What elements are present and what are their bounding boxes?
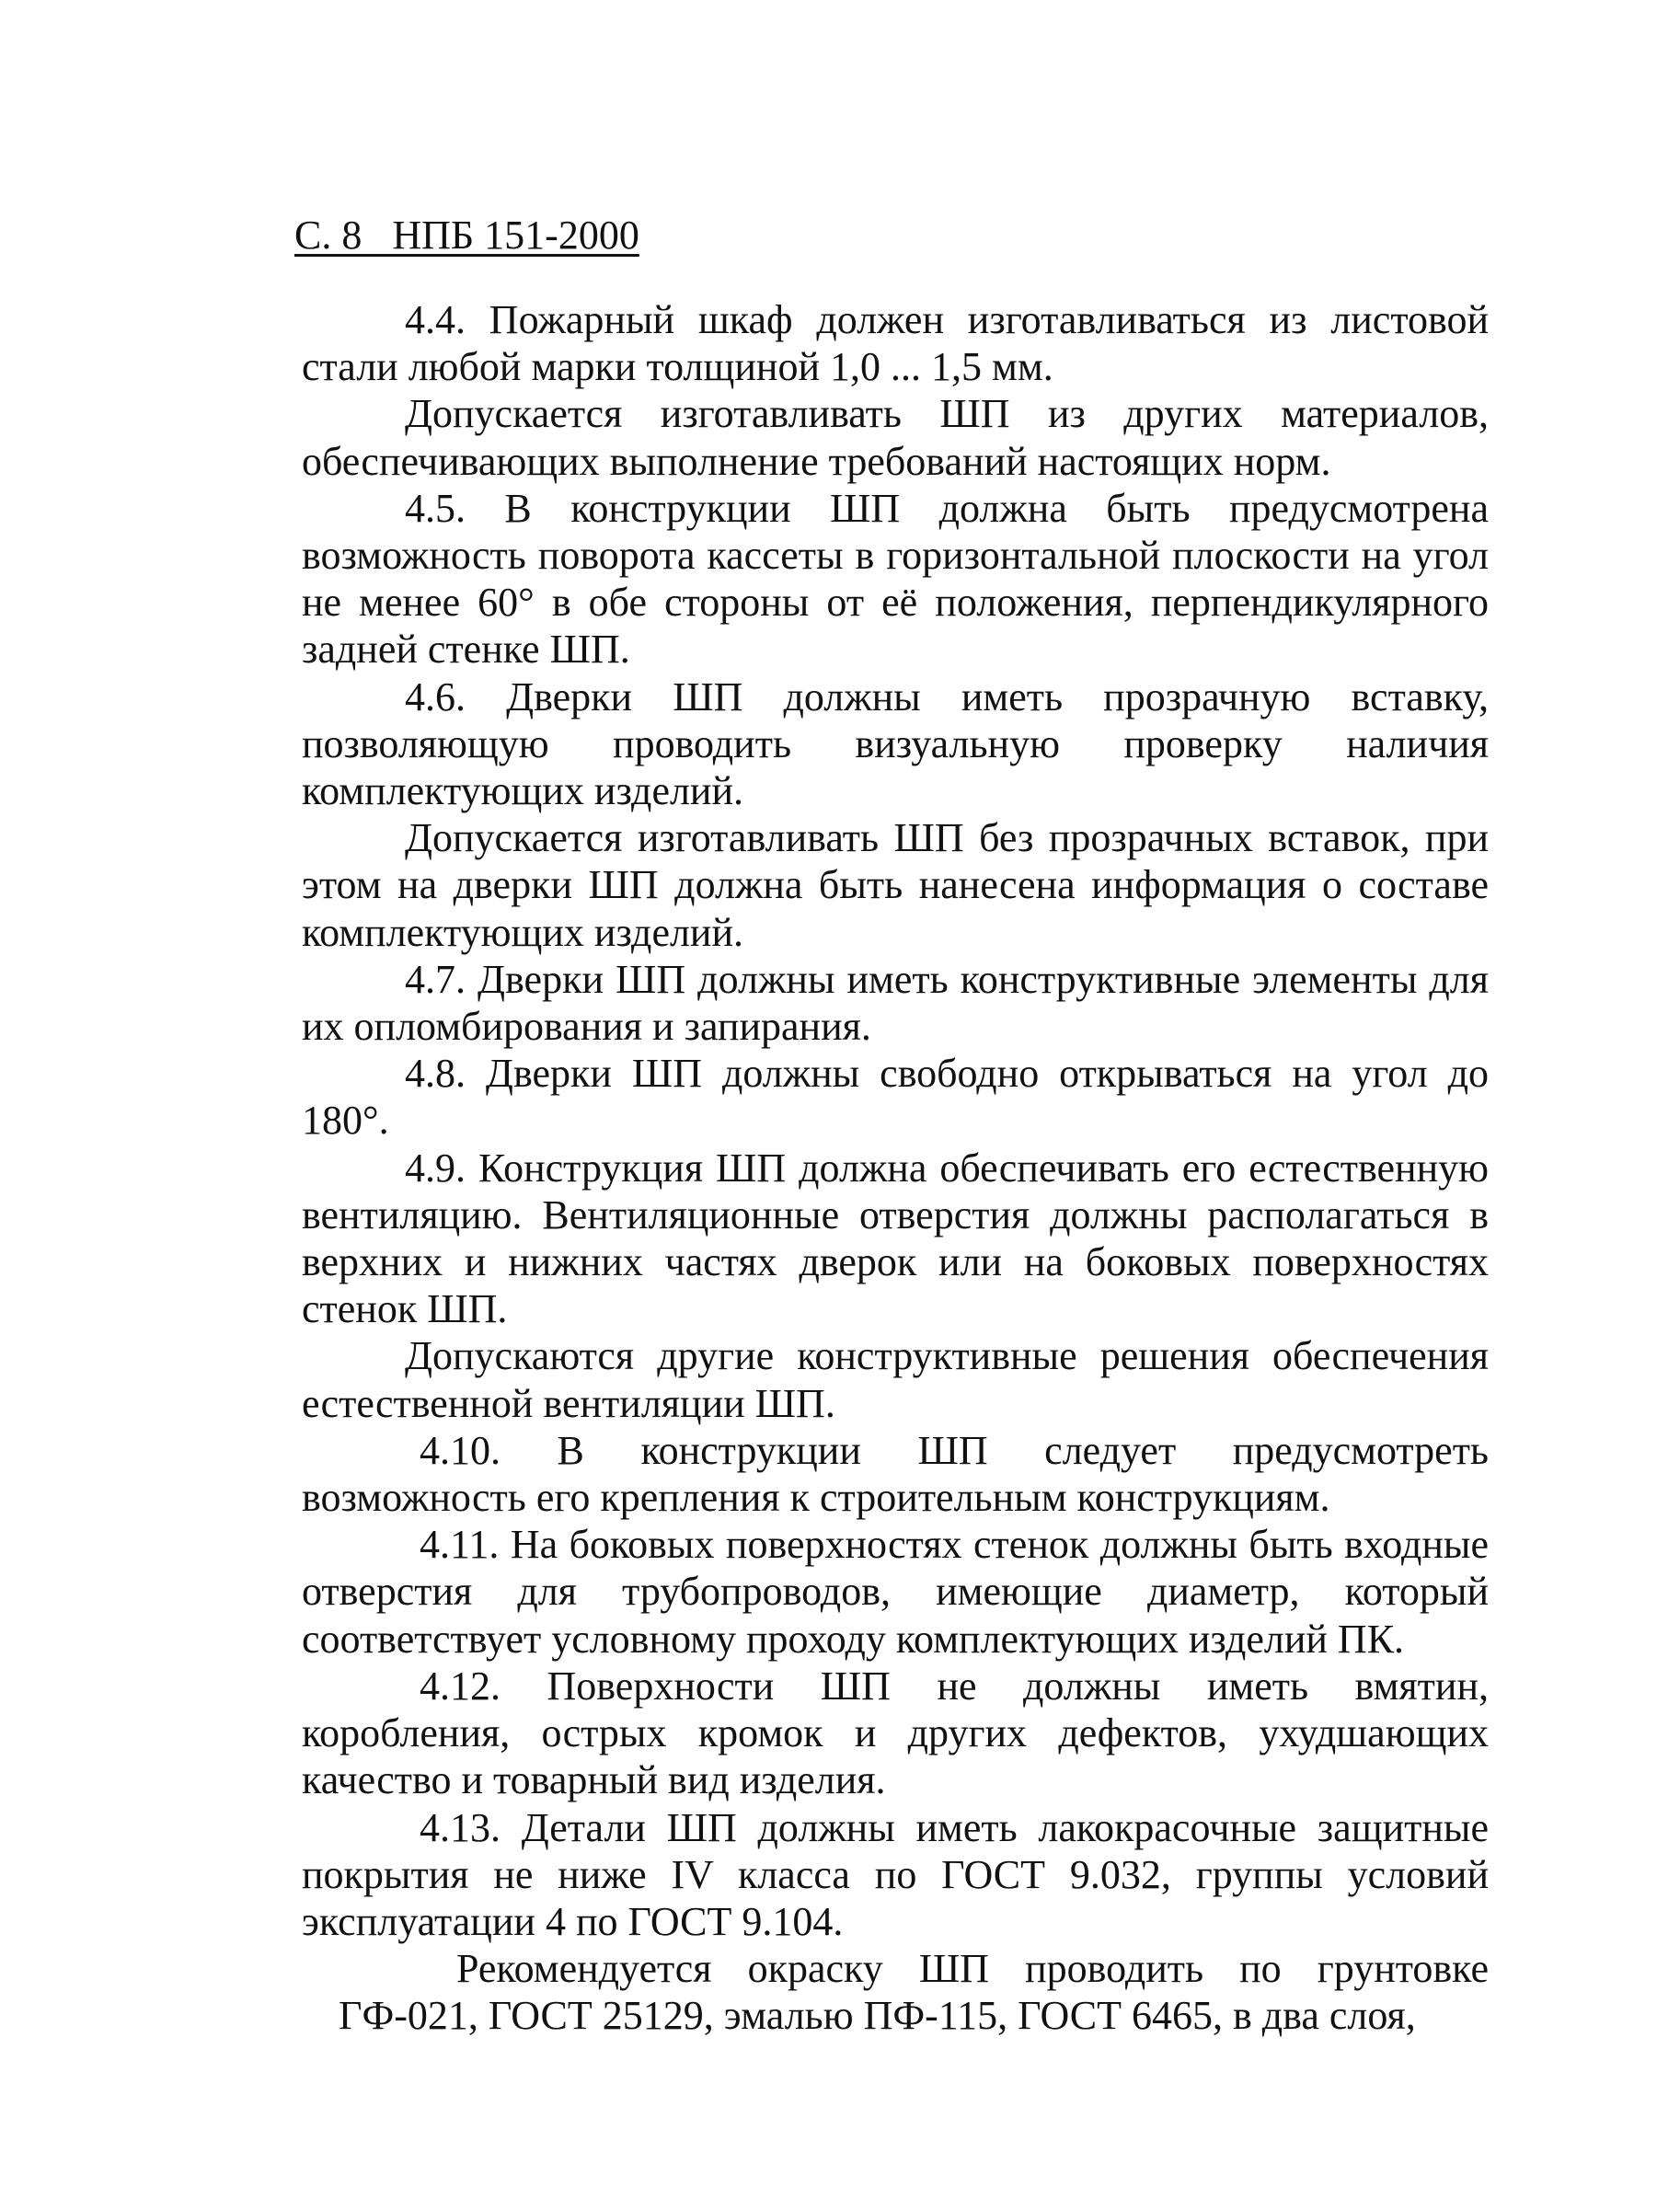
paragraph-4-9: 4.9. Конструкция ШП должна обеспечивать его естественную вентиляцию. Вентиляционные отверстия должны располагаться в верхних и нижних частях дверок или на боковых поверхностях стенок ШП. [302, 1145, 1489, 1332]
paragraph-4-10: 4.10. В конструкции ШП следует предусмотреть возможность его крепления к строительным конструкциям. [302, 1427, 1489, 1521]
paragraph-4-11: 4.11. На боковых поверхностях стенок должны быть входные отверстия для трубопроводов, имеющие диаметр, который соответствует условному проходу комплектующих изделий ПК. [302, 1522, 1489, 1662]
paragraph-4-13: 4.13. Детали ШП должны иметь лакокрасочные защитные покрытия не ниже IV класса по ГОСТ 9.032, группы условий эксплуатации 4 по ГОСТ 9.104. [302, 1804, 1489, 1944]
paragraph-4-13-note: Рекомендуется окраску ШП проводить по грунтовке ГФ-021, ГОСТ 25129, эмалью ПФ-115, ГОСТ 6465, в два слоя, [339, 1946, 1489, 2039]
paragraph-4-4-note: Допускается изготавливать ШП из других материалов, обеспечивающих выполнение требований настоящих норм. [302, 391, 1489, 484]
paragraph-4-6: 4.6. Дверки ШП должны иметь прозрачную вставку, позволяющую проводить визуальную проверку наличия комплектующих изделий. [302, 673, 1489, 814]
paragraph-4-8: 4.8. Дверки ШП должны свободно открываться на угол до 180°. [302, 1051, 1489, 1144]
paragraph-4-7: 4.7. Дверки ШП должны иметь конструктивные элементы для их опломбирования и запирания. [302, 956, 1489, 1050]
page-header: С. 8 НПБ 151-2000 [294, 213, 639, 258]
paragraph-4-4: 4.4. Пожарный шкаф должен изготавливаться из листовой стали любой марки толщиной 1,0 ... 1,5 мм. [302, 297, 1489, 390]
paragraph-4-12: 4.12. Поверхности ШП не должны иметь вмятин, коробления, острых кромок и других дефектов, ухудшающих качество и товарный вид изделия. [302, 1663, 1489, 1803]
paragraph-4-6-note: Допускается изготавливать ШП без прозрачных вставок, при этом на дверки ШП должна быть нанесена информация о составе комплектующих изделий. [302, 815, 1489, 955]
document-body [302, 296, 1489, 2040]
paragraph-4-5: 4.5. В конструкции ШП должна быть предусмотрена возможность поворота кассеты в горизонтальной плоскости на угол не менее 60° в обе стороны от её положения, перпендикулярного задней стенке ШП. [302, 485, 1489, 673]
paragraph-4-9-note: Допускаются другие конструктивные решения обеспечения естественной вентиляции ШП. [302, 1333, 1489, 1426]
